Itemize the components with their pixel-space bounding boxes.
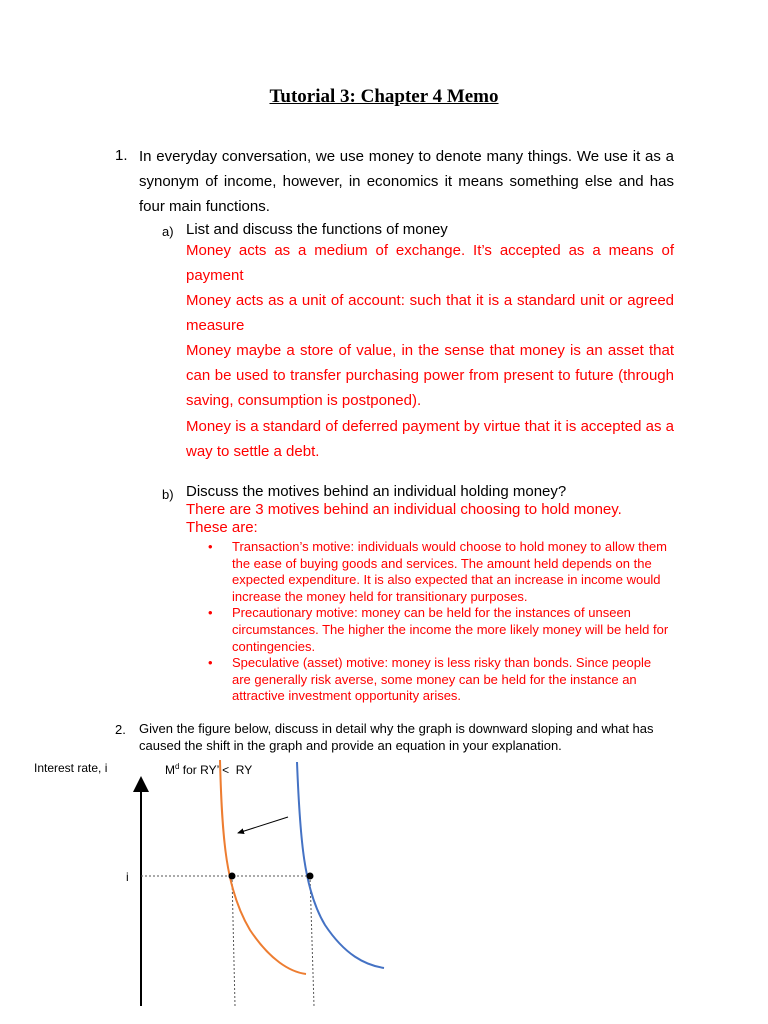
question-1-text: In everyday conversation, we use money to denote many things. We use it as a synonym of income, however, in economics it means something else and has four main functions. (139, 148, 674, 215)
md-main: M (165, 763, 175, 777)
motive-transactions: Transaction’s motive: individuals would choose to hold money to allow them the ease of buying goods and services. The amount held depends on the expected expenditure. It is also expected that an increase in income would increase the money held for transitionary purposes. (232, 539, 668, 604)
answer-unit-of-account: Money acts as a unit of account: such that it is a standard unit or agreed measure (186, 292, 674, 334)
page-title: Tutorial 3: Chapter 4 Memo (269, 86, 499, 107)
subquestion-b-label: b) (162, 487, 174, 502)
bullet-icon: • (208, 605, 213, 621)
motive-precautionary: Precautionary motive: money can be held for the instances of unseen circumstances. The higher the income the more likely money will be held for contingencies. (232, 605, 669, 654)
subquestion-a-text: List and discuss the functions of money (186, 221, 448, 238)
interest-rate-tick-label: i (126, 870, 129, 884)
money-demand-curve-old (297, 762, 384, 968)
motives-intro: There are 3 motives behind an individual choosing to hold money. These are: (186, 501, 622, 536)
answer-store-of-value: Money maybe a store of value, in the sense that money is an asset that can be used to transfer purchasing power from present to future (through saving, consumption is postponed). (186, 342, 674, 409)
equilibrium-point-new (229, 873, 236, 880)
question-1-number: 1. (115, 147, 128, 164)
list-item (208, 655, 672, 705)
money-demand-figure (130, 750, 400, 1020)
list-item (208, 605, 672, 655)
question-2-number: 2. (115, 722, 126, 737)
shift-arrow (238, 817, 288, 833)
answer-deferred-payment: Money is a standard of deferred payment by virtue that it is accepted as a way to settle a debt. (186, 418, 674, 460)
md-condition: for RY’ < RY (179, 763, 253, 777)
list-item (208, 539, 672, 605)
md-superscript: d (175, 762, 180, 771)
motive-speculative: Speculative (asset) motive: money is less risky than bonds. Since people are generally risk averse, some money can be held for the instance an attractive investment opportunity arises. (232, 655, 652, 704)
bullet-icon: • (208, 655, 213, 671)
answer-medium-of-exchange: Money acts as a medium of exchange. It’s accepted as a means of payment (186, 242, 674, 284)
equilibrium-point-old (307, 873, 314, 880)
money-demand-curve-new (220, 760, 306, 974)
subquestion-a-label: a) (162, 224, 174, 239)
y-axis-label: Interest rate, i (34, 761, 108, 775)
bullet-icon: • (208, 539, 213, 554)
motives-list (208, 539, 672, 705)
question-2-text: Given the figure below, discuss in detail why the graph is downward sloping and what has caused the shift in the graph and provide an equation in your explanation. (139, 721, 654, 753)
subquestion-b-text: Discuss the motives behind an individual holding money? (186, 483, 567, 500)
